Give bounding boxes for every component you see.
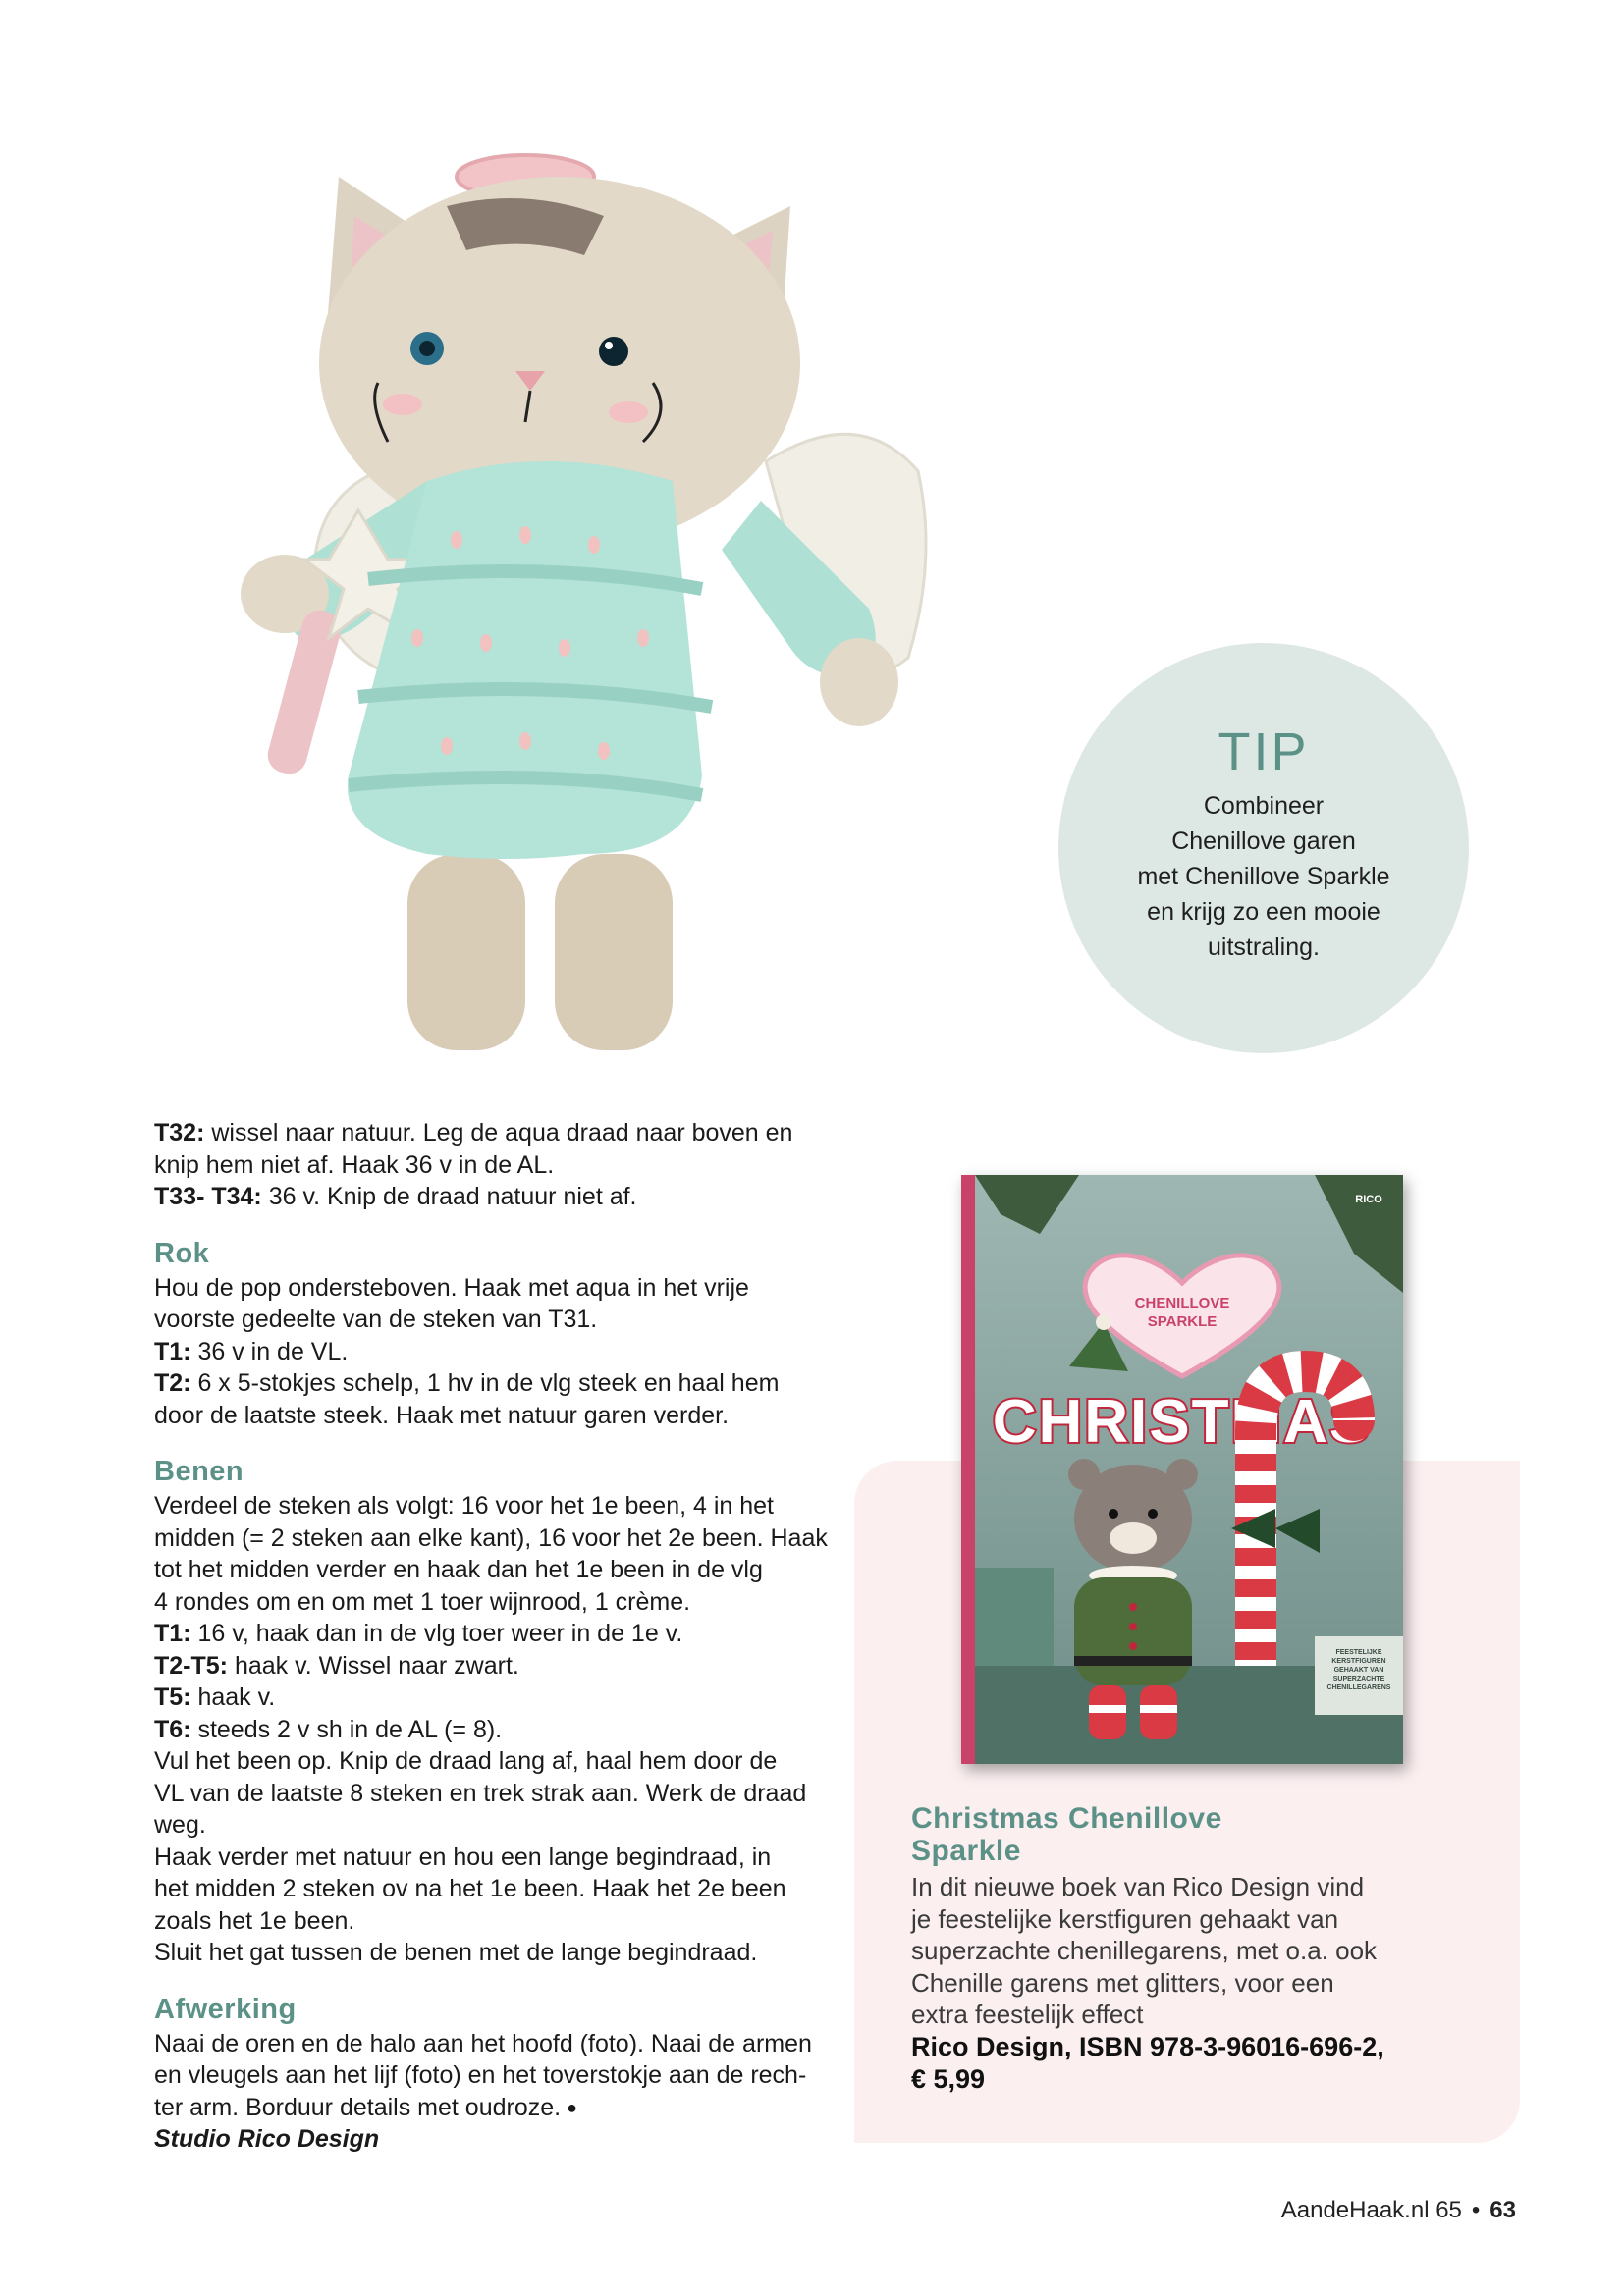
round-label: T1:: [154, 1620, 191, 1647]
instruction-text: 16 v, haak dan in de vlg toer weer in de 1e v.: [190, 1620, 683, 1647]
instruction-text: ter arm. Borduur details met oudroze.: [154, 2093, 562, 2121]
instruction-line: [154, 1714, 822, 1746]
cover-badge-line: SPARKLE: [1147, 1313, 1218, 1330]
book-title-line: Christmas Chenillove: [911, 1802, 1222, 1835]
round-label: T1:: [154, 1337, 191, 1365]
book-title-line: Sparkle: [911, 1835, 1021, 1867]
instruction-line: [154, 1117, 822, 1149]
cover-note-line: SUPERZACHTE: [1332, 1676, 1385, 1682]
book-info: [911, 1802, 1500, 2096]
book-price: € 5,99: [911, 2063, 986, 2094]
instruction-line: voorste gedeelte van de steken van T31.: [154, 1306, 598, 1333]
book-title: [911, 1802, 1500, 1867]
crochet-cat-photo: [231, 147, 1036, 1070]
tip-text: [1088, 788, 1439, 965]
book-desc-line: In dit nieuwe boek van Rico Design vind: [911, 1872, 1365, 1901]
cover-badge-line: CHENILLOVE: [1134, 1295, 1230, 1311]
round-label: T2-T5:: [154, 1651, 228, 1680]
book-isbn: Rico Design, ISBN 978-3-96016-696-2,: [911, 2031, 1384, 2061]
pattern-instructions: [154, 1117, 828, 2156]
instruction-line: en vleugels aan het lijf (foto) en het toverstokje aan de rech-: [154, 2061, 807, 2089]
instruction-line: zoals het 1e been.: [154, 1906, 355, 1935]
round-label: T5:: [154, 1683, 191, 1711]
tip-line: Chenillove garen: [1171, 828, 1356, 855]
instruction-line: door de laatste steek. Haak met natuur garen verder.: [154, 1401, 730, 1429]
tip-callout: [1058, 643, 1469, 1053]
instruction-line: tot het midden verder en haak dan het 1e been in de vlg: [154, 1556, 763, 1583]
instruction-line: [154, 2092, 822, 2124]
instruction-line: Sluit het gat tussen de benen met de lange begindraad.: [154, 1939, 758, 1966]
instruction-line: Hou de pop ondersteboven. Haak met aqua in het vrije: [154, 1273, 749, 1302]
design-credit: Studio Rico Design: [154, 2125, 380, 2153]
instruction-line: VL van de laatste 8 steken en trek strak aan. Werk de draad: [154, 1779, 807, 1807]
book-cover-image: [961, 1175, 1403, 1764]
footer-site: AandeHaak.nl 65: [1280, 2197, 1462, 2223]
instruction-text: steeds 2 v sh in de AL (= 8).: [190, 1715, 503, 1743]
instruction-line: weg.: [154, 1811, 206, 1839]
round-label: T33- T34:: [154, 1183, 262, 1210]
instruction-line: [154, 1650, 822, 1682]
book-description: [911, 1871, 1500, 2031]
book-desc-line: superzachte chenillegarens, met o.a. ook: [911, 1936, 1378, 1965]
tip-line: uitstraling.: [1208, 934, 1320, 961]
book-desc-line: Chenille garens met glitters, voor een: [911, 1967, 1334, 1998]
instruction-line: knip hem niet af. Haak 36 v in de AL.: [154, 1150, 555, 1179]
cover-note-line: GEHAAKT VAN: [1333, 1667, 1384, 1674]
instruction-line: [154, 1618, 822, 1650]
footer-separator: •: [1471, 2197, 1481, 2223]
tip-line: Combineer: [1203, 792, 1325, 820]
tip-line: en krijg zo een mooie: [1147, 898, 1380, 926]
section-heading-afwerking: Afwerking: [154, 1993, 297, 2025]
instruction-line: [154, 1682, 822, 1714]
tip-line: met Chenillove Sparkle: [1137, 863, 1390, 890]
end-bullet: ●: [567, 2097, 577, 2117]
instruction-line: het midden 2 steken ov na het 1e been. Haak het 2e been: [154, 1875, 786, 1902]
cover-title: CHRISTMAS: [992, 1388, 1373, 1456]
round-label: T6:: [154, 1715, 191, 1743]
tip-title: TIP: [1218, 722, 1310, 781]
round-label: T32:: [154, 1119, 205, 1147]
book-desc-line: extra feestelijk effect: [911, 2000, 1144, 2029]
instruction-text: haak v.: [190, 1683, 276, 1711]
instruction-text: haak v. Wissel naar zwart.: [228, 1651, 519, 1680]
instruction-line: Naai de oren en de halo aan het hoofd (foto). Naai de armen: [154, 2029, 812, 2057]
cover-brand: RICO: [1355, 1194, 1382, 1205]
page-number: 63: [1489, 2197, 1516, 2223]
section-heading-rok: Rok: [154, 1237, 210, 1269]
cover-note-line: KERSTFIGUREN: [1331, 1658, 1386, 1665]
section-heading-benen: Benen: [154, 1456, 244, 1487]
book-desc-line: je feestelijke kerstfiguren gehaakt van: [911, 1903, 1339, 1934]
instruction-line: midden (= 2 steken aan elke kant), 16 voor het 2e been. Haak: [154, 1523, 828, 1552]
instruction-line: [154, 1336, 822, 1368]
instruction-line: 4 rondes om en om met 1 toer wijnrood, 1 crème.: [154, 1587, 691, 1616]
instruction-line: [154, 1367, 822, 1400]
page-footer: [1281, 2197, 1516, 2224]
cover-note-line: FEESTELIJKE: [1335, 1649, 1382, 1656]
instruction-line: Haak verder met natuur en hou een lange begindraad, in: [154, 1842, 772, 1871]
instruction-text: 6 x 5-stokjes schelp, 1 hv in de vlg steek en haal hem: [190, 1369, 780, 1397]
instruction-text: wissel naar natuur. Leg de aqua draad naar boven en: [204, 1119, 793, 1147]
cover-note-line: CHENILLEGARENS: [1326, 1684, 1391, 1691]
book-publisher-info: [911, 2031, 1500, 2096]
instruction-line: Verdeel de steken als volgt: 16 voor het 1e been, 4 in het: [154, 1492, 774, 1520]
instruction-line: [154, 1181, 822, 1213]
instruction-text: 36 v in de VL.: [190, 1337, 349, 1365]
round-label: T2:: [154, 1369, 191, 1397]
instruction-text: 36 v. Knip de draad natuur niet af.: [261, 1183, 637, 1210]
instruction-line: Vul het been op. Knip de draad lang af, haal hem door de: [154, 1747, 778, 1775]
